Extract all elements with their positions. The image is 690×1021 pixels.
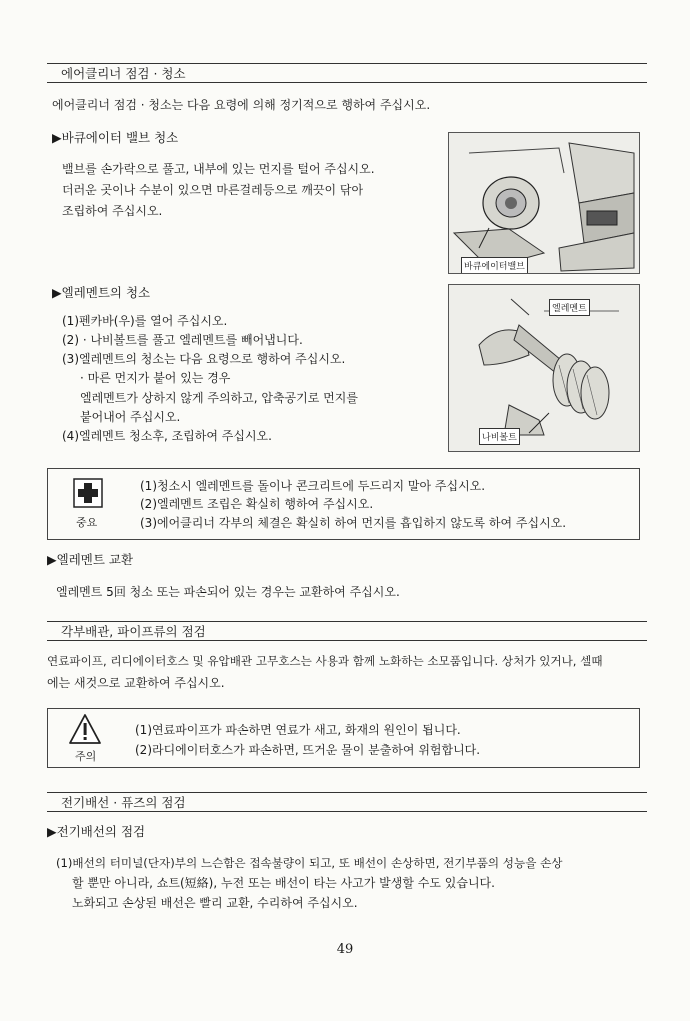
important-icon-area — [48, 469, 130, 539]
element-step-3-detail-2: 붙어내어 주십시오. — [80, 410, 181, 424]
aircleaner-intro: 에어클리너 점검 · 청소는 다음 요령에 의해 정기적으로 행하여 주십시오. — [52, 98, 431, 112]
element-step-2: (2) · 나비볼트를 풀고 엘레멘트를 빼어냅니다. — [62, 333, 303, 347]
element-figure-label: 엘레멘트 — [549, 299, 590, 316]
wiring-line-3: 노화되고 손상된 배선은 빨리 교환, 수리하여 주십시오. — [72, 896, 358, 910]
section-header-pipes: 각부배관, 파이프류의 점검 — [47, 621, 647, 641]
vacuum-line-1: 밸브를 손가락으로 풀고, 내부에 있는 먼지를 털어 주십시오. — [62, 162, 375, 176]
caution-line-2: (2)라디에이터호스가 파손하면, 뜨거운 물이 분출하여 위험합니다. — [135, 743, 481, 757]
section-header-aircleaner: 에어클리너 점검 · 청소 — [47, 63, 647, 83]
first-aid-cross-icon — [48, 469, 130, 541]
important-label: 중요 — [76, 516, 98, 529]
element-cleaning-heading: ▶엘레멘트의 청소 — [52, 285, 151, 300]
element-replacement-text: 엘레멘트 5回 청소 또는 파손되어 있는 경우는 교환하여 주십시오. — [56, 585, 400, 599]
vacuum-line-3: 조립하여 주십시오. — [62, 204, 163, 218]
important-line-1: (1)청소시 엘레멘트를 돌이나 콘크리트에 두드리지 말아 주십시오. — [140, 479, 486, 493]
wiring-line-1: (1)배선의 터미널(단자)부의 느슨함은 접속불량이 되고, 또 배선이 손상하면, 전기부품의 성능을 손상 — [56, 856, 563, 870]
vacuum-valve-figure — [448, 132, 640, 274]
tractor-engine-illustration — [449, 133, 639, 273]
vacuum-valve-figure-label: 바큐에이터밸브 — [461, 257, 528, 274]
wiring-check-heading: ▶전기배선의 점검 — [47, 824, 146, 839]
wing-bolt-figure-label: 나비볼트 — [479, 428, 520, 445]
section-header-wiring: 전기배선 · 퓨즈의 점검 — [47, 792, 647, 812]
element-replacement-heading: ▶엘레멘트 교환 — [47, 552, 134, 567]
element-step-4: (4)엘레멘트 청소후, 조립하여 주십시오. — [62, 429, 272, 443]
caution-icon-area — [48, 709, 130, 767]
vacuum-valve-heading: ▶바큐에이터 밸브 청소 — [52, 130, 179, 145]
important-line-3: (3)에어클리너 각부의 체결은 확실히 하여 먼지를 흡입하지 않도록 하여 주십시오. — [140, 516, 567, 530]
caution-label: 주의 — [75, 750, 97, 763]
air-cleaner-element-illustration — [449, 285, 639, 451]
important-notice — [47, 468, 640, 540]
important-line-2: (2)엘레멘트 조립은 확실히 행하여 주십시오. — [140, 497, 374, 511]
vacuum-line-2: 더러운 곳이나 수분이 있으면 마른걸레등으로 깨끗이 닦아 — [62, 183, 364, 197]
element-step-3-bullet: · 마른 먼지가 붙어 있는 경우 — [80, 371, 231, 385]
pipes-text-line-2: 에는 새것으로 교환하여 주십시오. — [47, 676, 225, 690]
pipes-text-line-1: 연료파이프, 리디에이터호스 및 유압배관 고무호스는 사용과 함께 노화하는 소모품입니다. 상처가 있거나, 셀때 — [47, 654, 603, 668]
page-number: 49 — [336, 942, 354, 957]
wiring-line-2: 할 뿐만 아니라, 쇼트(短絡), 누전 또는 배선이 타는 사고가 발생할 수도 있습니다. — [72, 876, 495, 890]
element-step-3: (3)엘레멘트의 청소는 다음 요령으로 행하여 주십시오. — [62, 352, 346, 366]
element-step-3-detail-1: 엘레멘트가 상하지 않게 주의하고, 압축공기로 먼지를 — [80, 391, 358, 405]
caution-notice — [47, 708, 640, 768]
caution-line-1: (1)연료파이프가 파손하면 연료가 새고, 화재의 원인이 됩니다. — [135, 723, 461, 737]
element-figure — [448, 284, 640, 452]
element-step-1: (1)펜카바(우)를 열어 주십시오. — [62, 314, 228, 328]
